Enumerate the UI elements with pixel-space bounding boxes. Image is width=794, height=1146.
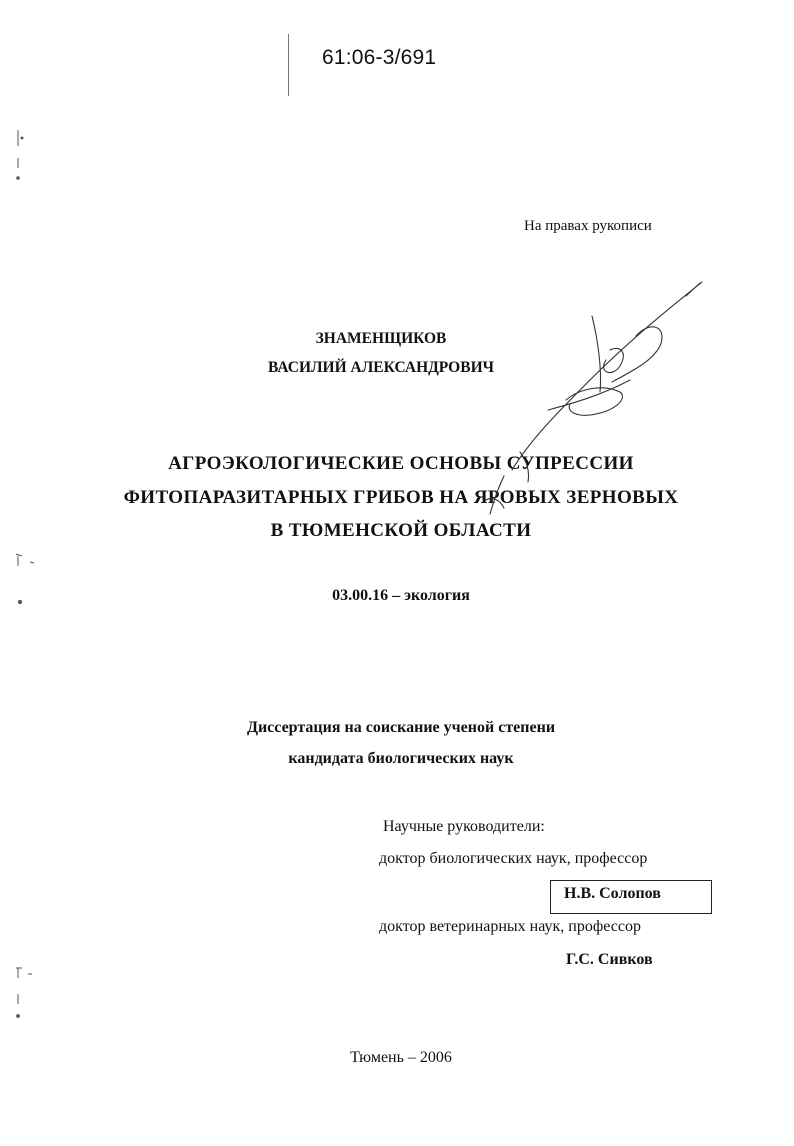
- handwritten-signature: [486, 282, 702, 514]
- catalog-number: 61:06-3/691: [322, 46, 437, 69]
- specialty-code: 03.00.16 – экология: [332, 587, 470, 604]
- title-line: ФИТОПАРАЗИТАРНЫХ ГРИБОВ НА ЯРОВЫХ ЗЕРНОВЫХ: [123, 487, 679, 508]
- supervisor-degree: доктор биологических наук, профессор: [379, 850, 648, 867]
- margin-specks: [16, 130, 34, 1017]
- supervisor-name: Н.В. Солопов: [564, 885, 661, 902]
- catalog-margin-line: [288, 34, 289, 96]
- title-line: В ТЮМЕНСКОЙ ОБЛАСТИ: [270, 520, 532, 541]
- supervisor-name: Г.С. Сивков: [566, 951, 653, 968]
- author-surname: ЗНАМЕНЩИКОВ: [315, 330, 447, 347]
- author-given-names: ВАСИЛИЙ АЛЕКСАНДРОВИЧ: [267, 359, 495, 376]
- title-line: АГРОЭКОЛОГИЧЕСКИЕ ОСНОВЫ СУПРЕССИИ: [168, 453, 634, 474]
- place-year: Тюмень – 2006: [350, 1049, 452, 1066]
- degree-line: Диссертация на соискание ученой степени: [246, 719, 556, 736]
- supervisor-degree: доктор ветеринарных наук, профессор: [379, 918, 641, 935]
- manuscript-note: На правах рукописи: [524, 218, 652, 234]
- supervisors-label: Научные руководители:: [383, 818, 545, 835]
- degree-line: кандидата биологических наук: [288, 750, 514, 767]
